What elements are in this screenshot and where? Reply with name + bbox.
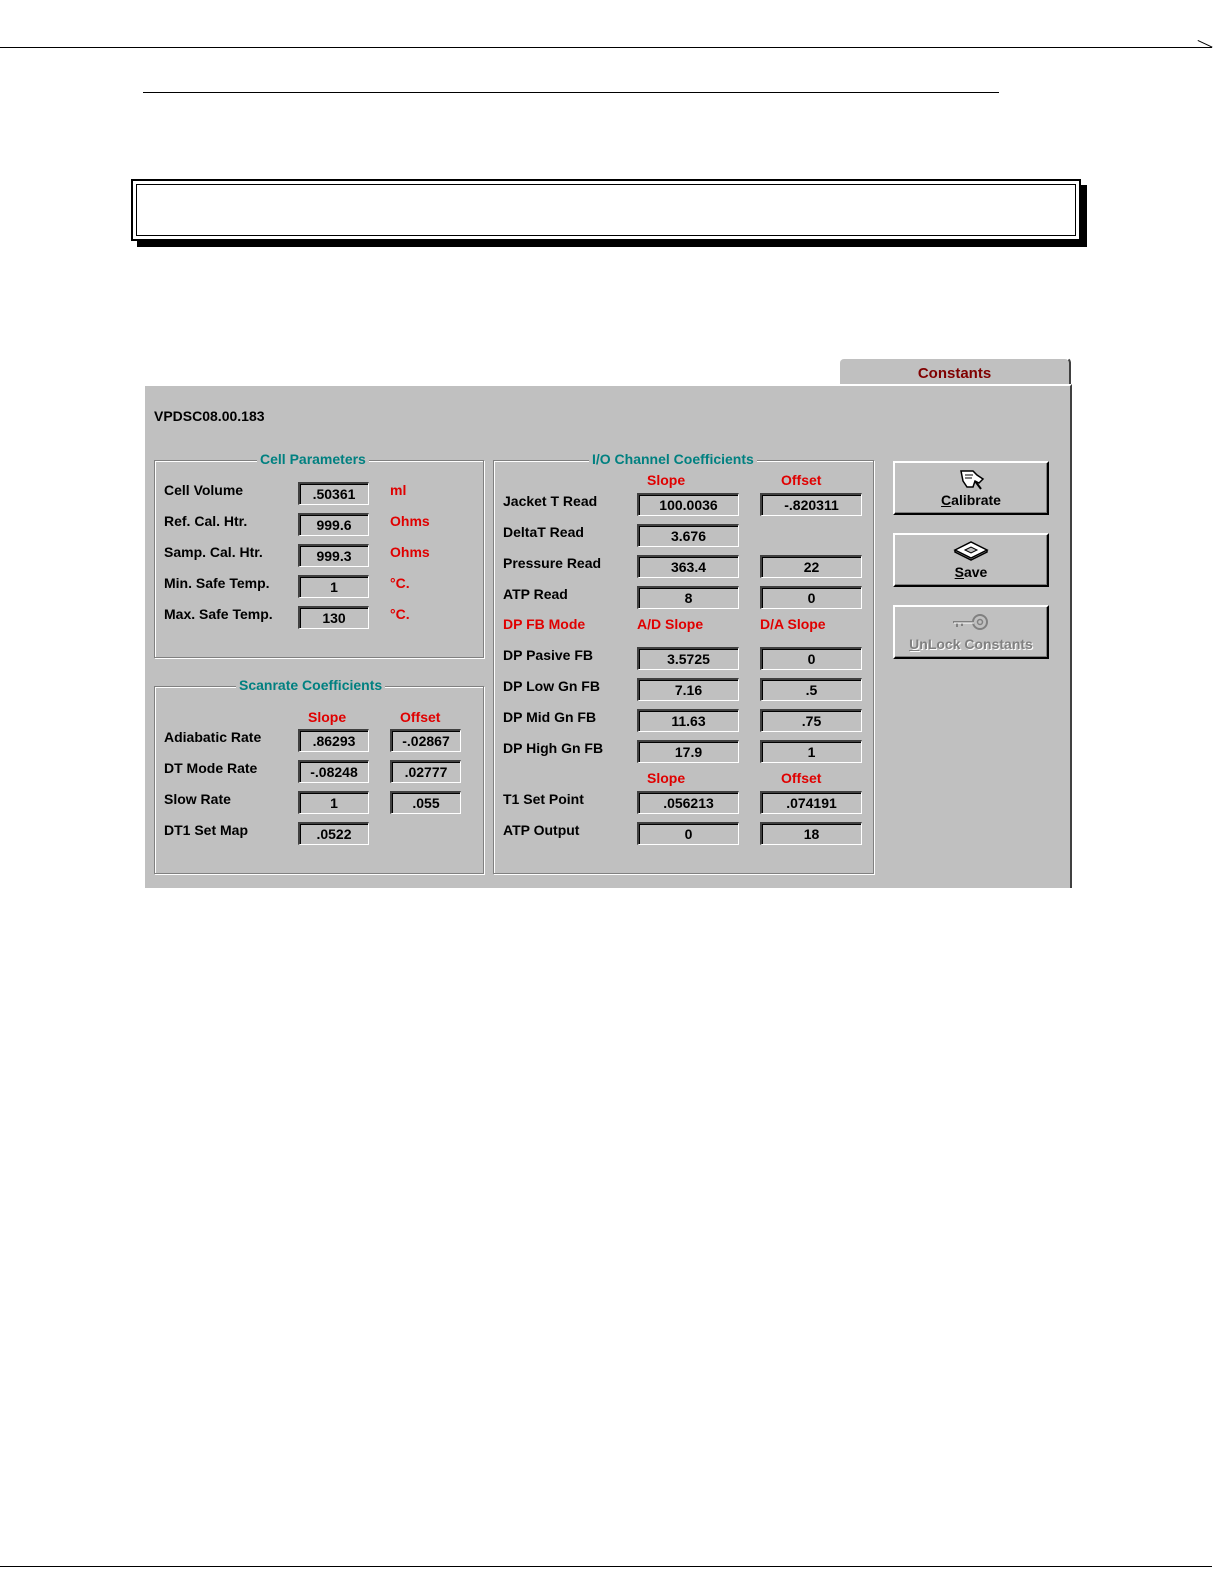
atp-output-slope-field[interactable]: 0 (637, 822, 739, 845)
jacket-t-read-label: Jacket T Read (503, 493, 598, 509)
jacket-t-read-slope-field[interactable]: 100.0036 (637, 493, 739, 516)
max-safe-temp-field[interactable]: 130 (298, 606, 369, 629)
save-label: Save (954, 564, 988, 580)
calibrate-button[interactable] (893, 461, 1049, 515)
io-slope-header: Slope (647, 472, 686, 488)
dp-low-gn-fb-offset-field[interactable]: .5 (760, 678, 862, 701)
pressure-read-label: Pressure Read (503, 555, 602, 571)
dp-mid-gn-fb-slope-field[interactable]: 11.63 (637, 709, 739, 732)
dt-mode-rate-label: DT Mode Rate (164, 760, 258, 776)
dp-high-gn-fb-slope-field[interactable]: 17.9 (637, 740, 739, 763)
bottom-rule (0, 1566, 1212, 1567)
adiabatic-rate-offset-field[interactable]: -.02867 (390, 729, 461, 752)
deltat-read-slope-field[interactable]: 3.676 (637, 524, 739, 547)
save-button[interactable] (893, 533, 1049, 587)
dp-fb-mode-label: DP FB Mode (503, 616, 586, 632)
io-slope-header-2: Slope (647, 770, 686, 786)
pressure-read-slope-field[interactable]: 363.4 (637, 555, 739, 578)
ref-cal-htr-field[interactable]: 999.6 (298, 513, 369, 536)
min-safe-temp-label: Min. Safe Temp. (164, 575, 270, 591)
max-safe-temp-label: Max. Safe Temp. (164, 606, 273, 622)
atp-read-slope-field[interactable]: 8 (637, 586, 739, 609)
dp-mid-gn-fb-label: DP Mid Gn FB (503, 709, 597, 725)
header-rule (143, 92, 999, 93)
scanrate-slope-header: Slope (308, 709, 347, 725)
dt-mode-rate-offset-field[interactable]: .02777 (390, 760, 461, 783)
da-slope-header: D/A Slope (760, 616, 826, 632)
pressure-read-offset-field[interactable]: 22 (760, 555, 862, 578)
samp-cal-htr-label: Samp. Cal. Htr. (164, 544, 263, 560)
min-safe-temp-unit: °C. (390, 575, 410, 591)
top-rule-end (1194, 40, 1212, 55)
dp-low-gn-fb-slope-field[interactable]: 7.16 (637, 678, 739, 701)
slow-rate-offset-field[interactable]: .055 (390, 791, 461, 814)
adiabatic-rate-slope-field[interactable]: .86293 (298, 729, 369, 752)
t1-set-point-slope-field[interactable]: .056213 (637, 791, 739, 814)
key-icon (949, 611, 993, 638)
dp-pasive-fb-label: DP Pasive FB (503, 647, 594, 663)
atp-read-offset-field[interactable]: 0 (760, 586, 862, 609)
dt1-set-map-label: DT1 Set Map (164, 822, 249, 838)
calibrate-label: Calibrate (941, 492, 1001, 508)
top-rule (0, 47, 1212, 48)
dt1-set-map-field[interactable]: .0522 (298, 822, 369, 845)
scanrate-offset-header: Offset (400, 709, 441, 725)
io-offset-header: Offset (781, 472, 822, 488)
dp-low-gn-fb-label: DP Low Gn FB (503, 678, 600, 694)
scanrate-title: Scanrate Coefficients (236, 677, 385, 693)
deltat-read-label: DeltaT Read (503, 524, 584, 540)
version-label: VPDSC08.00.183 (154, 408, 265, 424)
ad-slope-header: A/D Slope (637, 616, 704, 632)
cell-volume-unit: ml (390, 482, 407, 498)
samp-cal-htr-unit: Ohms (390, 544, 430, 560)
t1-set-point-offset-field[interactable]: .074191 (760, 791, 862, 814)
dt-mode-rate-slope-field[interactable]: -.08248 (298, 760, 369, 783)
dp-pasive-fb-slope-field[interactable]: 3.5725 (637, 647, 739, 670)
ref-cal-htr-unit: Ohms (390, 513, 430, 529)
cell-parameters-title: Cell Parameters (257, 451, 369, 467)
header-box (131, 179, 1081, 241)
adiabatic-rate-label: Adiabatic Rate (164, 729, 262, 745)
ref-cal-htr-label: Ref. Cal. Htr. (164, 513, 248, 529)
min-safe-temp-field[interactable]: 1 (298, 575, 369, 598)
tab-constants-label: Constants (917, 365, 992, 382)
max-safe-temp-unit: °C. (390, 606, 410, 622)
samp-cal-htr-field[interactable]: 999.3 (298, 544, 369, 567)
jacket-t-read-offset-field[interactable]: -.820311 (760, 493, 862, 516)
t1-set-point-label: T1 Set Point (503, 791, 584, 807)
cell-volume-label: Cell Volume (164, 482, 244, 498)
disk-icon (951, 539, 991, 566)
atp-output-label: ATP Output (503, 822, 580, 838)
slow-rate-slope-field[interactable]: 1 (298, 791, 369, 814)
dp-high-gn-fb-offset-field[interactable]: 1 (760, 740, 862, 763)
dp-mid-gn-fb-offset-field[interactable]: .75 (760, 709, 862, 732)
dp-high-gn-fb-label: DP High Gn FB (503, 740, 604, 756)
unlock-constants-button[interactable] (893, 605, 1049, 659)
cell-volume-field[interactable]: .50361 (298, 482, 369, 505)
atp-output-offset-field[interactable]: 18 (760, 822, 862, 845)
io-offset-header-2: Offset (781, 770, 822, 786)
dp-pasive-fb-offset-field[interactable]: 0 (760, 647, 862, 670)
slow-rate-label: Slow Rate (164, 791, 231, 807)
io-channel-title: I/O Channel Coefficients (589, 451, 757, 467)
unlock-constants-label: UnLock Constants (909, 636, 1033, 652)
atp-read-label: ATP Read (503, 586, 568, 602)
